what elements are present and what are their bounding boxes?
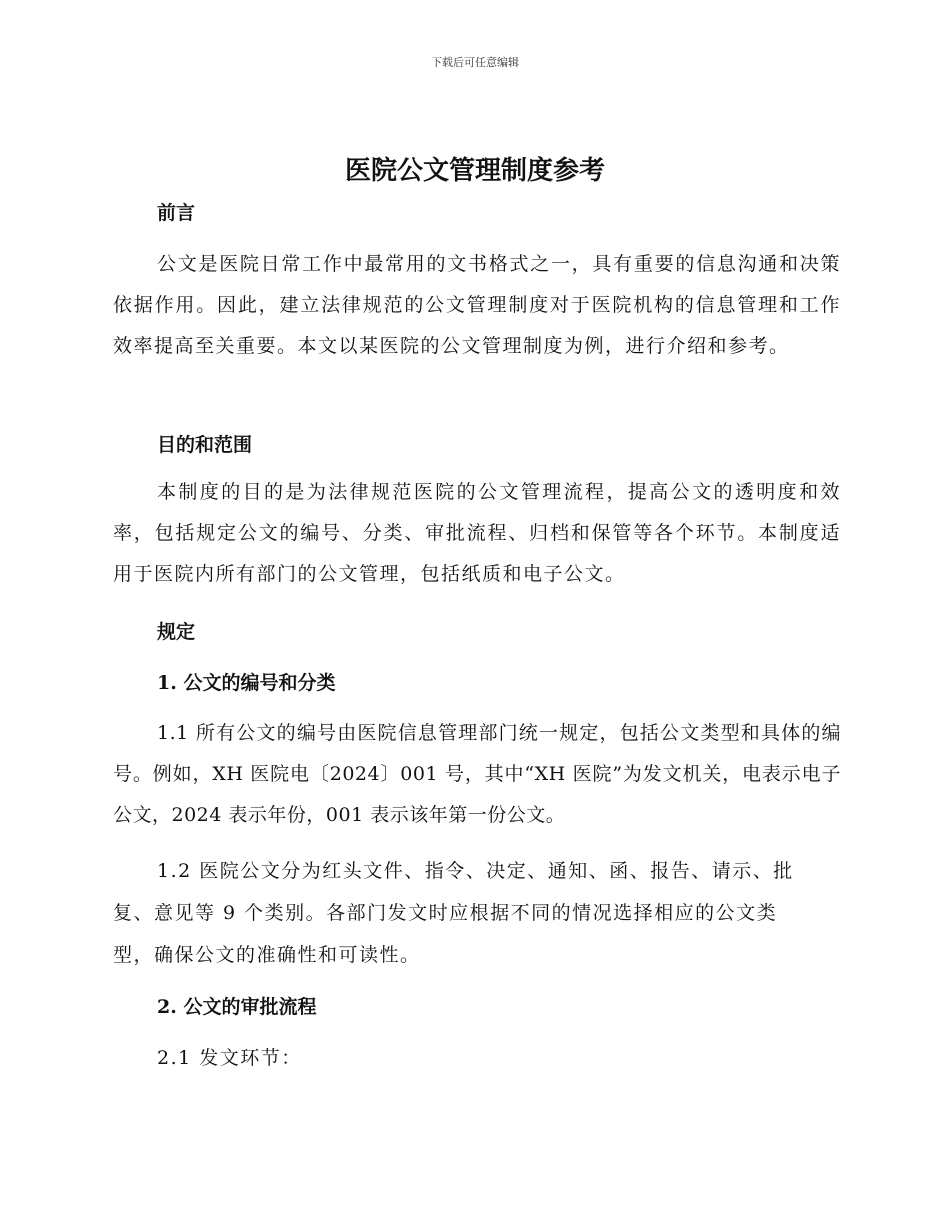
- page-header-note: 下载后可任意编辑: [431, 56, 519, 69]
- rule2-1-line: 2.1 发文环节：: [157, 1047, 302, 1069]
- rules-heading: 规定: [157, 621, 196, 643]
- document-title: 医院公文管理制度参考: [344, 156, 605, 186]
- preface-heading: 前言: [157, 202, 196, 224]
- rule1-2-line3: 型，确保公文的准确性和可读性。: [113, 944, 421, 966]
- purpose-paragraph: 本制度的目的是为法律规范医院的公文管理流程，提高公文的透明度和效率，包括规定公文的编号、分类、审批流程、归档和保管等各个环节。本制度适用于医院内所有部门的公文管理，包括纸质和电子公文。: [113, 481, 841, 585]
- purpose-heading: 目的和范围: [157, 434, 253, 456]
- rule1-1-paragraph: 1.1 所有公文的编号由医院信息管理部门统一规定，包括公文类型和具体的编号。例如，XH 医院电〔2024〕001 号，其中“XH 医院”为发文机关，电表示电子公文，2024 表示年份，001 表示该年第一份公文。: [113, 722, 841, 826]
- rule1-2-line2: 复、意见等 9 个类别。各部门发文时应根据不同的情况选择相应的公文类: [113, 902, 778, 924]
- rule1-2-line1: 1.2 医院公文分为红头文件、指令、决定、通知、函、报告、请示、批: [157, 860, 794, 882]
- rule2-heading: 2. 公文的审批流程: [157, 996, 317, 1018]
- rule1-heading: 1. 公文的编号和分类: [157, 672, 336, 694]
- preface-paragraph: 公文是医院日常工作中最常用的文书格式之一，具有重要的信息沟通和决策依据作用。因此，建立法律规范的公文管理制度对于医院机构的信息管理和工作效率提高至关重要。本文以某医院的公文管理制度为例，进行介绍和参考。: [113, 253, 841, 357]
